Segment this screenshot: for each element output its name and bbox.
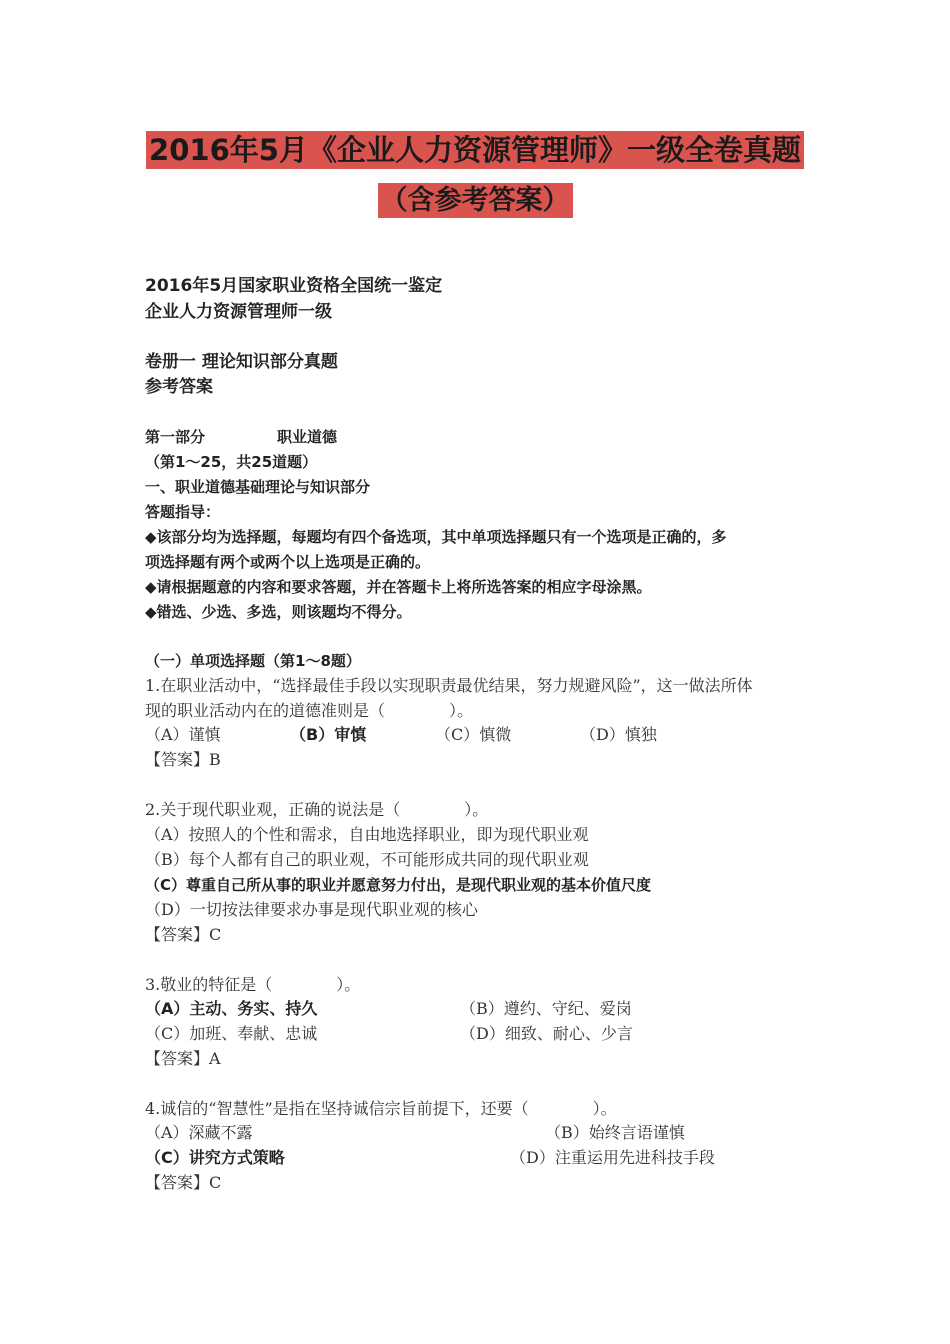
part-name: 第一部分 (145, 428, 206, 446)
option-b: （B）审慎 (290, 725, 367, 744)
part-heading (145, 426, 337, 448)
option-row (145, 1023, 705, 1045)
option-a: （A）深藏不露 (145, 1123, 253, 1142)
level-line: 企业人力资源管理师一级 (145, 302, 332, 322)
option-b: （B）每个人都有自己的职业观，不可能形成共同的现代职业观 (145, 850, 589, 869)
option-a: （A）谨慎 (145, 725, 221, 744)
question-stem-continued: 现的职业活动内在的道德准则是（ ）。 (145, 701, 474, 720)
option-c: （C）慎微 (435, 725, 512, 744)
option-c: （C）加班、奉献、忠诚 (145, 1024, 318, 1043)
guide-item: ◆该部分均为选择题，每题均有四个备选项，其中单项选择题只有一个选项是正确的，多 (145, 528, 727, 546)
option-row (145, 998, 705, 1020)
title-highlight: （含参考答案） (378, 183, 573, 218)
option-c: （C）尊重自己所从事的职业并愿意努力付出，是现代职业观的基本价值尺度 (145, 876, 652, 894)
document-title-line1 (0, 130, 950, 170)
option-d: （D）注重运用先进科技手段 (510, 1148, 715, 1167)
question-stem: 4.诚信的“智慧性”是指在坚持诚信宗旨前提下，还要（ ）。 (145, 1099, 617, 1118)
guide-item-continued: 项选择题有两个或两个以上选项是正确的。 (145, 553, 431, 571)
document-title-line2 (0, 183, 950, 219)
single-choice-heading: （一）单项选择题（第1～8题） (145, 652, 361, 670)
option-a: （A）按照人的个性和需求，自由地选择职业，即为现代职业观 (145, 825, 589, 844)
guide-title: 答题指导： (145, 503, 221, 521)
exam-line: 2016年5月国家职业资格全国统一鉴定 (145, 276, 443, 296)
option-a: （A）主动、务实、持久 (145, 999, 318, 1018)
guide-item: ◆错选、少选、多选，则该题均不得分。 (145, 603, 412, 621)
volume-line: 卷册一 理论知识部分真题 (145, 352, 338, 372)
answer: 【答案】C (145, 925, 222, 944)
part-subject: 职业道德 (277, 428, 338, 446)
option-b: （B）始终言语谨慎 (545, 1123, 685, 1142)
guide-item: ◆请根据题意的内容和要求答题，并在答题卡上将所选答案的相应字母涂黑。 (145, 578, 652, 596)
option-d: （D）一切按法律要求办事是现代职业观的核心 (145, 900, 478, 919)
option-b: （B）遵约、守纪、爱岗 (460, 999, 632, 1018)
question-stem: 2.关于现代职业观，正确的说法是（ ）。 (145, 800, 489, 819)
answer: 【答案】C (145, 1173, 222, 1192)
option-row (145, 724, 705, 746)
answer-key-line: 参考答案 (145, 377, 213, 397)
question-stem: 1.在职业活动中，“选择最佳手段以实现职责最优结果，努力规避风险”，这一做法所体 (145, 676, 753, 695)
part-range: （第1～25，共25道题） (145, 453, 318, 471)
answer: 【答案】A (145, 1049, 221, 1068)
option-row (145, 1147, 785, 1169)
option-d: （D）慎独 (580, 725, 657, 744)
option-c: （C）讲究方式策略 (145, 1148, 285, 1167)
title-highlight: 2016年5月《企业人力资源管理师》一级全卷真题 (146, 131, 804, 169)
section-heading: 一、职业道德基础理论与知识部分 (145, 478, 371, 496)
option-row (145, 1122, 785, 1144)
answer: 【答案】B (145, 750, 221, 769)
option-d: （D）细致、耐心、少言 (460, 1024, 633, 1043)
question-stem: 3.敬业的特征是（ ）。 (145, 975, 361, 994)
